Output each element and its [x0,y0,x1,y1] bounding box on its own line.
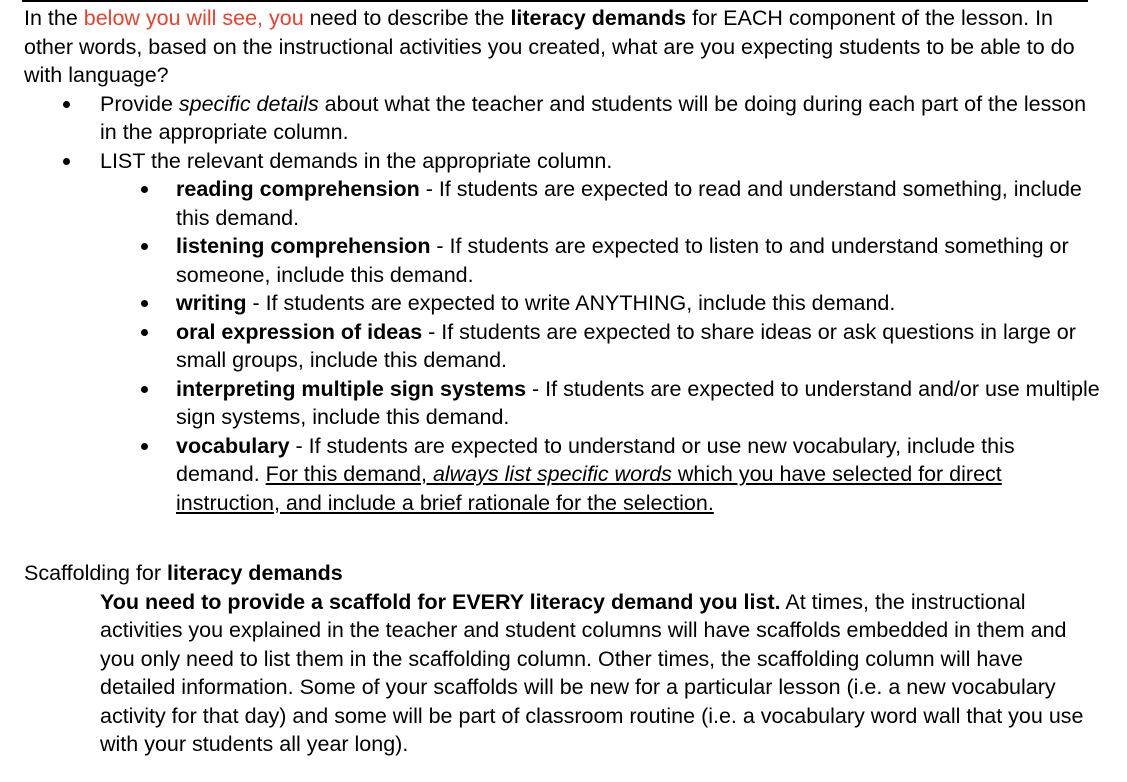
demand-item: listening comprehension - If students are expected to listen to and understand something or someone, include this demand. [176,232,1104,289]
section-gap [24,517,1104,559]
document-body [24,4,1104,759]
bullet-list-demands: LIST the relevant demands in the appropriate column. reading comprehension - If students are expected to read and understand something, include this demand. listening comprehension - If students are expected to listen to and understand something or someone, include this demand. writing - If students are expected to write ANYTHING, include this demand. oral expression of ideas - If students are expected to share ideas or ask questions in large or small groups, include this demand. interpreting multiple sign systems - If students are expected to understand and/or use multiple sign systems, include this demand. vocabulary - If students are expected to understand or use new vocabulary, include this demand. For this demand, always list specific words which you have selected for direct instruction, and include a brief rationale for the selection. [100,147,1104,518]
intro-suggested-edit: below you will see, you [83,6,304,30]
main-bullet-list [24,90,1104,518]
intro-text-3: for EACH component of the lesson. In other words, based on the instructional activities you created, what are you expecting students to be able to do with language? [24,6,1075,87]
intro-text-1: In the [24,6,84,30]
demand-item: writing - If students are expected to write ANYTHING, include this demand. [176,289,1104,318]
demand-item: oral expression of ideas - If students are expected to share ideas or ask questions in large or small groups, include this demand. [176,318,1104,375]
demand-item: interpreting multiple sign systems - If students are expected to understand and/or use multiple sign systems, include this demand. [176,375,1104,432]
top-border-line [22,0,1088,2]
scaffold-paragraph: You need to provide a scaffold for EVERY literacy demand you list. At times, the instructional activities you explained in the teacher and student columns will have scaffolds embedded in them and you only need to list them in the scaffolding column. Other times, the scaffolding column will have detailed information. Some of your scaffolds will be new for a particular lesson (i.e. a new vocabulary activity for that day) and some will be part of classroom routine (i.e. a vocabulary word wall that you use with your students all year long). [100,589,1084,756]
demands-list [100,175,1104,517]
scaffold-heading: Scaffolding for literacy demands [24,561,343,585]
demand-item: reading comprehension - If students are expected to read and understand something, include this demand. [176,175,1104,232]
demand-item: vocabulary - If students are expected to understand or use new vocabulary, include this demand. For this demand, always list specific words which you have selected for direct instruction, and include a brief rationale for the selection. [176,432,1104,518]
vocabulary-note-underlined: For this demand, always list specific words which you have selected for direct instruction, and include a brief rationale for the selection. [176,462,1002,515]
bullet-provide-details: Provide specific details about what the teacher and students will be doing during each part of the lesson in the appropriate column. [100,90,1104,147]
intro-paragraph [24,4,1104,90]
intro-bold-term: literacy demands [510,6,687,30]
intro-text-2: need to describe the [303,6,511,30]
